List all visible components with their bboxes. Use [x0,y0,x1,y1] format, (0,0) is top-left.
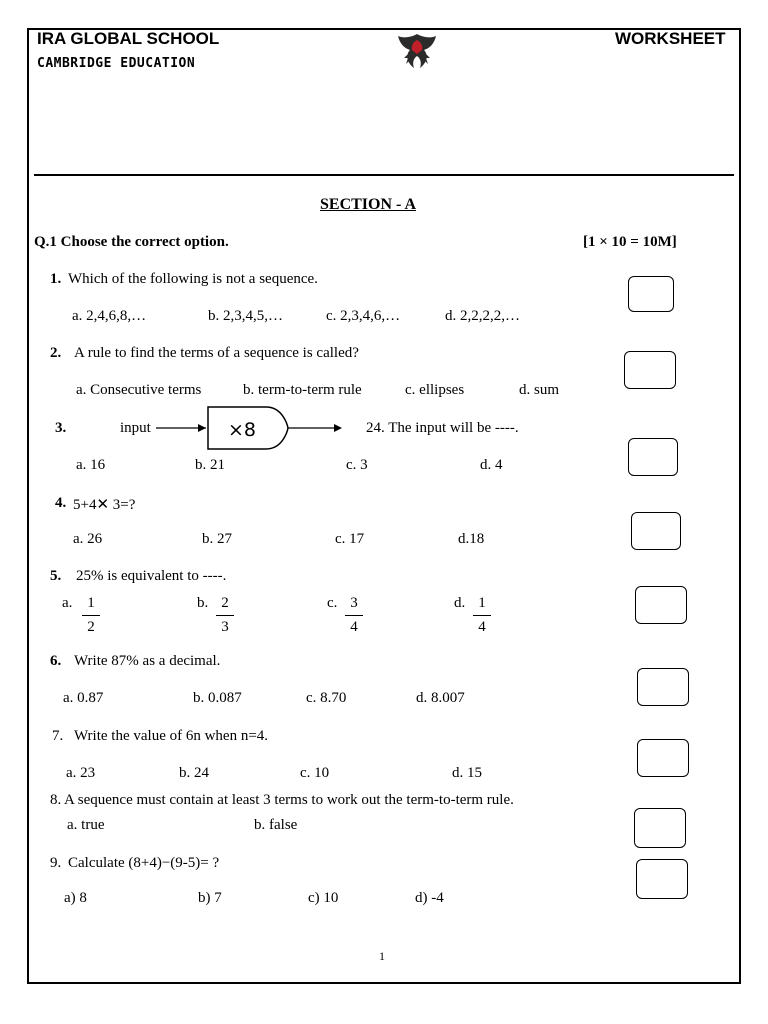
fraction-bar [216,615,234,616]
q7-answer-box[interactable] [637,739,689,777]
section-instruction: Q.1 Choose the correct option. [34,234,229,250]
page-number: 1 [379,949,385,963]
q9-option-a: a) 8 [64,890,87,906]
q5-option-c-denominator: 4 [350,619,358,635]
question-9-number: 9. [50,855,62,871]
q5-option-d-denominator: 4 [478,619,486,635]
school-logo [396,32,438,72]
question-2-number: 2. [50,345,62,361]
q4-option-b: b. 27 [202,531,232,547]
q1-answer-box[interactable] [628,276,674,312]
question-8-text: A sequence must contain at least 3 terms to work out the term-to-term rule. [64,792,514,808]
q5-option-a-label: a. [62,595,73,611]
question-1-text: Which of the following is not a sequence. [68,271,318,287]
q8-option-b: b. false [254,817,298,833]
q5-option-c-label: c. [327,595,338,611]
q7-option-a: a. 23 [66,765,96,781]
q5-option-a-denominator: 2 [87,619,95,635]
q5-option-b-numerator: 2 [221,595,229,611]
q4-option-a: a. 26 [73,531,103,547]
q6-option-d: d. 8.007 [416,690,465,706]
q2-option-a: a. Consecutive terms [76,382,202,398]
q1-option-c: c. 2,3,4,6,… [326,308,401,324]
question-4-number: 4. [55,495,67,511]
q5-option-b-fraction [216,595,234,637]
q8-option-a: a. true [67,817,105,833]
fraction-bar [473,615,491,616]
doc-type: WORKSHEET [615,29,726,48]
q5-option-b-denominator: 3 [221,619,229,635]
q5-option-b-label: b. [197,595,209,611]
question-3-number: 3. [55,420,67,436]
q6-option-a: a. 0.87 [63,690,104,706]
question-3-text: 24. The input will be ----. [366,420,519,436]
fraction-bar [345,615,363,616]
fraction-bar [82,615,100,616]
q3-machine-operation: ×8 [228,419,257,441]
q5-option-c-numerator: 3 [350,595,358,611]
q6-answer-box[interactable] [637,668,689,706]
q6-option-c: c. 8.70 [306,690,347,706]
q1-option-b: b. 2,3,4,5,… [208,308,283,324]
header-divider [34,174,734,176]
q5-option-a-numerator: 1 [87,595,95,611]
question-7-number: 7. [52,728,64,744]
q7-option-b: b. 24 [179,765,209,781]
q2-option-d: d. sum [519,382,560,398]
question-4-text: 5+4✕ 3=? [73,497,136,513]
q9-option-c: c) 10 [308,890,339,906]
q4-option-d: d.18 [458,531,485,547]
q3-input-label: input [120,420,151,436]
q9-option-d: d) -4 [415,890,444,906]
question-6-text: Write 87% as a decimal. [74,653,221,669]
q1-option-d: d. 2,2,2,2,… [445,308,520,324]
q5-option-d-numerator: 1 [478,595,486,611]
q5-option-a-fraction [82,595,100,637]
q2-option-c: c. ellipses [405,382,465,398]
question-7-text: Write the value of 6n when n=4. [74,728,269,744]
q3-option-a: a. 16 [76,457,106,473]
q8-answer-box[interactable] [634,808,686,848]
question-9-text: Calculate (8+4)−(9-5)= ? [68,855,220,871]
q5-option-c-fraction [345,595,363,637]
q2-option-b: b. term-to-term rule [243,382,362,398]
q2-answer-box[interactable] [624,351,676,389]
question-2-text: A rule to find the terms of a sequence is called? [74,345,359,361]
section-title: SECTION - A [320,196,417,213]
q9-answer-box[interactable] [636,859,688,899]
q3-option-b: b. 21 [195,457,225,473]
section-marks: [1 × 10 = 10M] [583,234,677,250]
question-5-number: 5. [50,568,62,584]
q9-option-b: b) 7 [198,890,222,906]
q3-option-c: c. 3 [346,457,368,473]
q6-option-b: b. 0.087 [193,690,242,706]
q3-option-d: d. 4 [480,457,503,473]
question-8-number: 8. [50,792,62,808]
q1-option-a: a. 2,4,6,8,… [72,308,147,324]
q7-option-c: c. 10 [300,765,330,781]
q3-answer-box[interactable] [628,438,678,476]
question-5-text: 25% is equivalent to ----. [76,568,227,584]
question-1-number: 1. [50,271,62,287]
q5-option-d-label: d. [454,595,466,611]
q4-option-c: c. 17 [335,531,365,547]
q5-answer-box[interactable] [635,586,687,624]
q4-answer-box[interactable] [631,512,681,550]
question-6-number: 6. [50,653,62,669]
q7-option-d: d. 15 [452,765,482,781]
school-subtitle: CAMBRIDGE EDUCATION [37,56,196,71]
q5-option-d-fraction [473,595,491,637]
school-name: IRA GLOBAL SCHOOL [37,29,220,48]
